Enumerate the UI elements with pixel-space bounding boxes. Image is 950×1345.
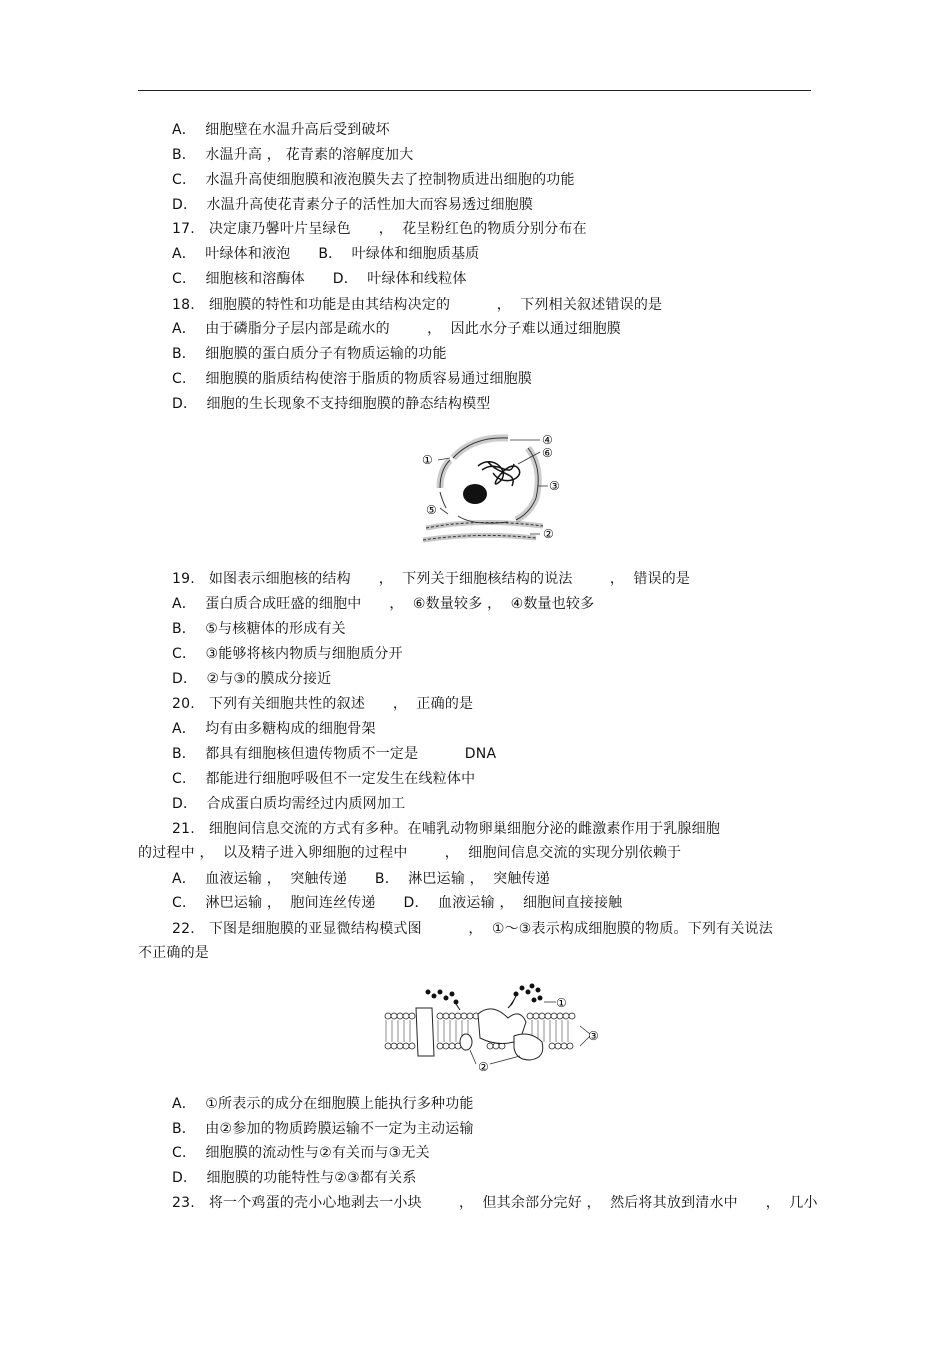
q21-options-row1: A． 血液运输 ， 突触传递 B． 淋巴运输 ， 突触传递: [172, 871, 550, 887]
q22-option-d: D． 细胞膜的功能特性与②③都有关系: [172, 1170, 417, 1186]
q18-stem: 18. 细胞膜的特性和功能是由其结构决定的 ， 下列相关叙述错误的是: [172, 297, 663, 313]
q18-option-d: D． 细胞的生长现象不支持细胞膜的静态结构模型: [172, 396, 491, 412]
q17-options-row1: A． 叶绿体和液泡 B． 叶绿体和细胞质基质: [172, 246, 480, 262]
fig2-label-2: ②: [478, 1060, 489, 1074]
q18-option-a: A． 由于磷脂分子层内部是疏水的 ， 因此水分子难以通过细胞膜: [172, 321, 621, 337]
q20-option-a: A． 均有由多糖构成的细胞骨架: [172, 721, 376, 737]
q21-options-row2: C． 淋巴运输 ， 胞间连丝传递 D． 血液运输 ， 细胞间直接接触: [172, 895, 623, 911]
q17-stem: 17. 决定康乃馨叶片呈绿色 ， 花呈粉红色的物质分别分布在: [172, 221, 587, 237]
q19-option-c: C． ③能够将核内物质与细胞质分开: [172, 646, 403, 662]
q20-stem: 20. 下列有关细胞共性的叙述 ， 正确的是: [172, 696, 474, 712]
q22-option-a: A． ①所表示的成分在细胞膜上能执行多种功能: [172, 1096, 474, 1112]
q19-stem: 19. 如图表示细胞核的结构 ， 下列关于细胞核结构的说法 ， 错误的是: [172, 571, 691, 587]
fig1-label-1: ①: [422, 453, 433, 467]
q16-option-b: B． 水温升高 ， 花青素的溶解度加大: [172, 147, 414, 163]
membrane-figure: [380, 978, 605, 1076]
fig1-label-2: ②: [543, 527, 554, 541]
q21-stem-line2: 的过程中 ， 以及精子进入卵细胞的过程中 ， 细胞间信息交流的实现分别依赖于: [138, 845, 682, 861]
q22-option-c: C． 细胞膜的流动性与②有关而与③无关: [172, 1145, 430, 1161]
fig2-label-3: ③: [588, 1029, 599, 1043]
q19-option-a: A． 蛋白质合成旺盛的细胞中 ， ⑥数量较多 ， ④数量也较多: [172, 596, 595, 612]
q20-option-d: D． 合成蛋白质均需经过内质网加工: [172, 796, 406, 812]
fig2-label-1: ①: [556, 996, 567, 1010]
fig1-label-6: ⑥: [542, 446, 553, 460]
q19-option-b: B． ⑤与核糖体的形成有关: [172, 621, 346, 637]
fig1-label-4: ④: [542, 433, 553, 447]
q22-option-b: B． 由②参加的物质跨膜运输不一定为主动运输: [172, 1121, 474, 1137]
q20-option-b: B． 都具有细胞核但遗传物质不一定是 DNA: [172, 746, 497, 762]
q23-stem: 23. 将一个鸡蛋的壳小心地剥去一小块 ， 但其余部分完好 ， 然后将其放到清水中 ， 几小: [172, 1195, 818, 1211]
q18-option-b: B． 细胞膜的蛋白质分子有物质运输的功能: [172, 346, 447, 362]
nucleus-figure: [418, 428, 578, 550]
q18-option-c: C． 细胞膜的脂质结构使溶于脂质的物质容易通过细胞膜: [172, 371, 533, 387]
q22-stem-line1: 22. 下图是细胞膜的亚显微结构模式图 ， ①～③表示构成细胞膜的物质。下列有关说法: [172, 921, 773, 937]
q16-option-a: A． 细胞壁在水温升高后受到破坏: [172, 122, 390, 138]
q16-option-c: C． 水温升高使细胞膜和液泡膜失去了控制物质进出细胞的功能: [172, 172, 575, 188]
q21-stem-line1: 21. 细胞间信息交流的方式有多种。在哺乳动物卵巢细胞分泌的雌激素作用于乳腺细胞: [172, 821, 721, 837]
header-rule: [138, 90, 811, 91]
fig1-label-3: ③: [549, 479, 560, 493]
q17-options-row2: C． 细胞核和溶酶体 D． 叶绿体和线粒体: [172, 271, 467, 287]
q22-stem-line2: 不正确的是: [138, 945, 209, 961]
fig1-label-5: ⑤: [426, 503, 437, 517]
q16-option-d: D． 水温升高使花青素分子的活性加大而容易透过细胞膜: [172, 197, 534, 213]
q20-option-c: C． 都能进行细胞呼吸但不一定发生在线粒体中: [172, 771, 476, 787]
q19-option-d: D． ②与③的膜成分接近: [172, 671, 332, 687]
